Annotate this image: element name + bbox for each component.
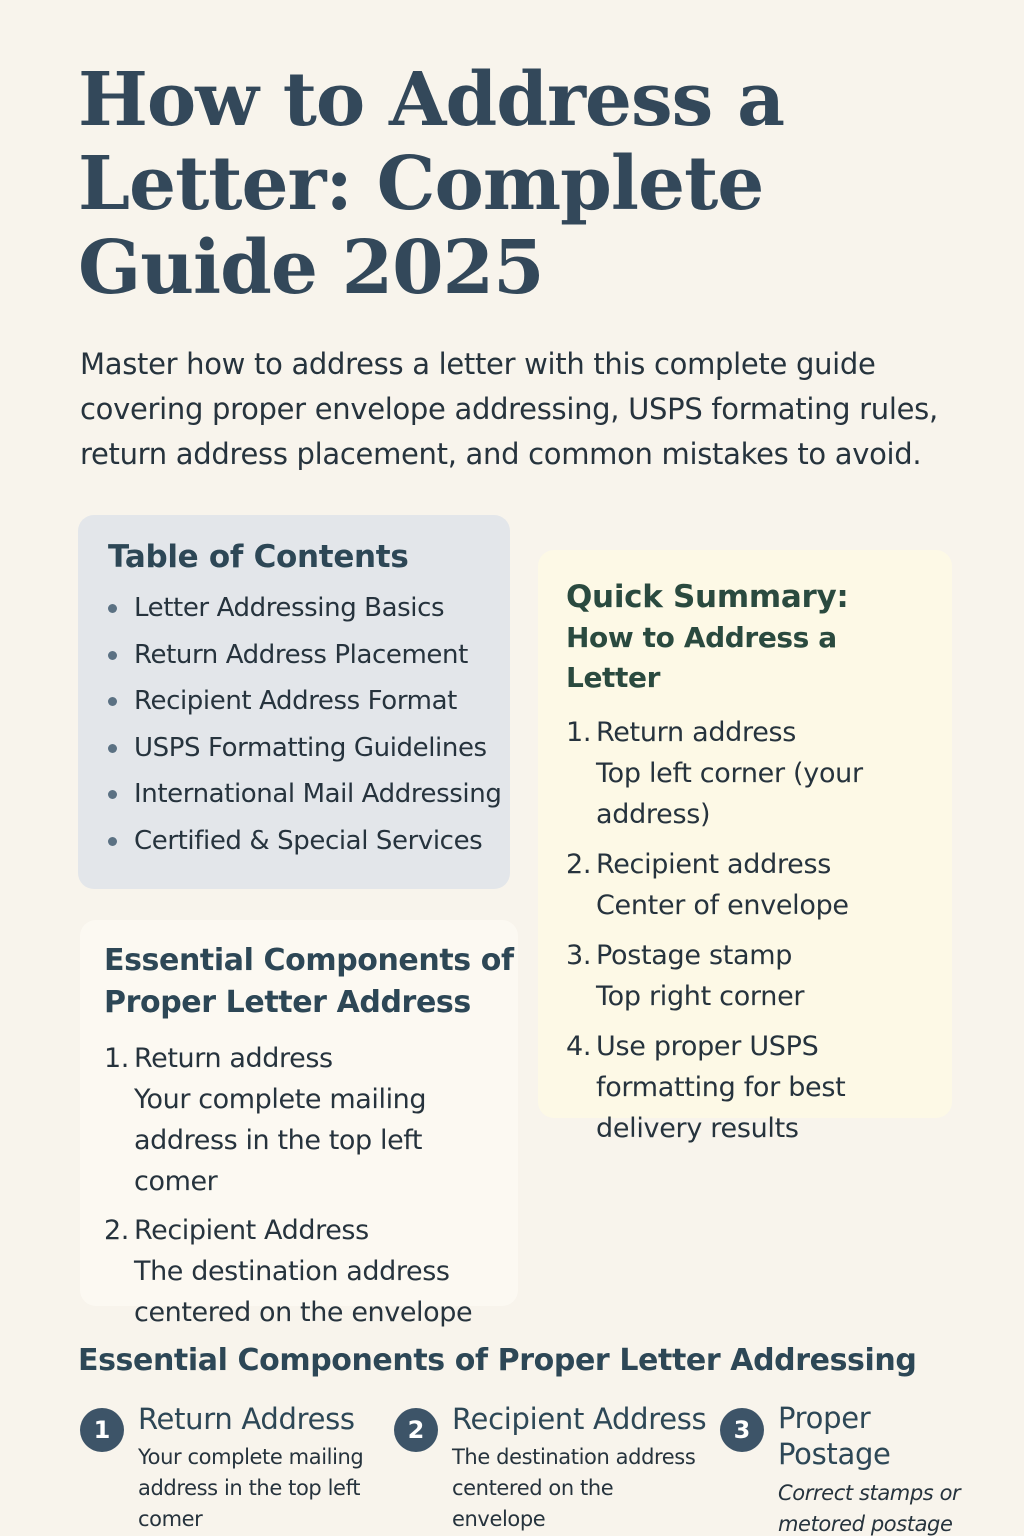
toc-heading: Table of Contents	[108, 539, 409, 575]
summary-item-number: 3.	[566, 940, 592, 971]
step-title: Recipient Address	[452, 1402, 707, 1436]
essential-item-title: Recipient Address	[134, 1215, 369, 1246]
summary-list	[566, 712, 932, 1149]
summary-item-title: Return address	[596, 717, 797, 748]
essential-list	[104, 1038, 518, 1333]
toc-list	[108, 585, 510, 864]
summary-item-title: Postage stamp	[596, 940, 793, 971]
essential-heading: Essential Components of Proper Letter Address	[104, 943, 514, 1020]
summary-subheading: How to Address a Letter	[566, 621, 837, 694]
intro-paragraph: Master how to address a letter with this complete guide covering proper envelope addressing, USPS formating rules, return address placement, and common mistakes to avoid.	[80, 347, 938, 471]
step-description: Correct stamps or metored postage	[778, 1481, 961, 1536]
step-description: Your complete mailing address in the top left comer	[138, 1445, 364, 1531]
toc-item[interactable]: Recipient Address Format	[108, 678, 510, 725]
step-number-badge: 2	[394, 1408, 438, 1452]
toc-item[interactable]: Certified & Special Services	[108, 818, 510, 865]
summary-heading: Quick Summary:	[566, 579, 849, 615]
essential-item	[104, 1038, 518, 1202]
summary-item	[566, 844, 932, 926]
step-title: Proper Postage	[778, 1401, 891, 1471]
summary-item-detail: Top left corner (your address)	[596, 758, 863, 830]
step-return-address	[80, 1400, 428, 1535]
toc-item[interactable]: International Mail Addressing	[108, 771, 510, 818]
essential-item-number: 2.	[104, 1215, 129, 1246]
step-proper-postage	[720, 1400, 978, 1536]
page-title: How to Address a Letter: Complete Guide 2025	[78, 57, 785, 311]
toc-item[interactable]: Return Address Placement	[108, 632, 510, 679]
table-of-contents	[78, 515, 510, 889]
toc-item[interactable]: USPS Formatting Guidelines	[108, 725, 510, 772]
step-number-badge: 3	[720, 1408, 764, 1452]
bottom-section-heading: Essential Components of Proper Letter Addressing	[78, 1343, 917, 1378]
summary-item	[566, 1026, 932, 1149]
summary-item-title: Recipient address	[596, 849, 832, 880]
summary-item-number: 4.	[566, 1031, 592, 1062]
summary-item-detail: Center of envelope	[596, 890, 849, 921]
step-recipient-address	[394, 1400, 712, 1535]
step-description: The destination address centered on the envelope	[452, 1445, 696, 1531]
summary-item	[566, 712, 932, 835]
essential-item-number: 1.	[104, 1043, 129, 1074]
summary-item-detail: Top right corner	[596, 981, 805, 1012]
essential-item-detail: The destination address centered on the envelope	[134, 1256, 473, 1328]
summary-item-number: 2.	[566, 849, 592, 880]
quick-summary-card	[538, 550, 952, 1144]
essential-components-card	[80, 920, 518, 1328]
step-title: Return Address	[138, 1402, 355, 1436]
essential-item-title: Return address	[134, 1043, 333, 1074]
summary-item-title: Use proper USPS formatting for best delivery results	[596, 1031, 846, 1144]
summary-item-number: 1.	[566, 717, 592, 748]
toc-item[interactable]: Letter Addressing Basics	[108, 585, 510, 632]
essential-item-detail: Your complete mailing address in the top left comer	[134, 1084, 427, 1197]
summary-item	[566, 935, 932, 1017]
step-number-badge: 1	[80, 1408, 124, 1452]
essential-item	[104, 1210, 518, 1333]
